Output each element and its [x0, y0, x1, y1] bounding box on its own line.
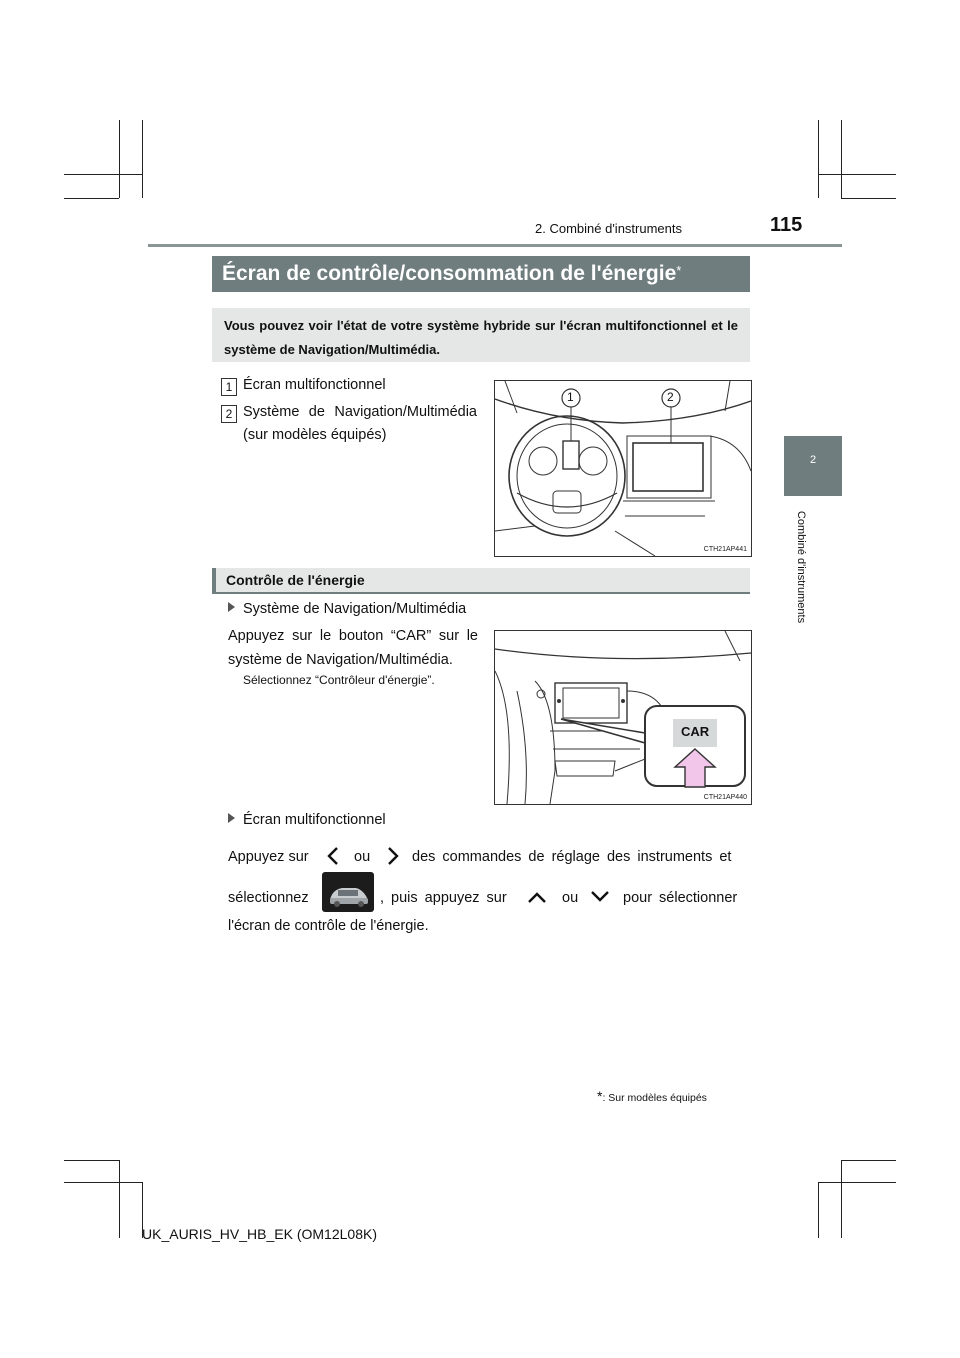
figure-code: CTH21AP440 [703, 794, 747, 801]
footnote [597, 1088, 707, 1104]
section-title-text: Écran de contrôle/consommation de l'énergie [222, 262, 677, 285]
subsection-title: Contrôle de l'énergie [212, 568, 750, 594]
intro-box: Vous pouvez voir l'état de votre système hybride sur l'écran multifonctionnel et le système de Navigation/Multimédia. [212, 308, 750, 362]
callout-1: 1 [567, 390, 574, 404]
crop-mark [64, 174, 142, 175]
crop-mark [119, 1160, 120, 1238]
chapter-header: 2. Combiné d'instruments [535, 221, 682, 236]
crop-mark [64, 1182, 142, 1183]
asterisk-marker: * [676, 263, 682, 278]
crop-mark [818, 120, 819, 198]
chapter-tab-label: Combiné d'instruments [795, 510, 807, 624]
bullet-nav-text: Système de Navigation/Multimédia [243, 601, 467, 617]
item-number-badge: 2 [221, 405, 237, 423]
callout-2: 2 [667, 390, 674, 404]
crop-mark [142, 120, 143, 198]
instruction-text: ou [354, 849, 371, 865]
crop-mark [841, 198, 896, 199]
crop-mark [841, 120, 842, 198]
bullet-multi-text: Écran multifonctionnel [243, 812, 386, 828]
bullet-nav [228, 601, 466, 617]
chevron-left-icon [326, 846, 340, 866]
section-title [212, 256, 750, 292]
bullet-triangle-icon [228, 813, 235, 823]
dashboard-figure [494, 380, 752, 557]
instruction-text: des commandes de réglage des instruments et [412, 849, 732, 865]
item-number-badge: 1 [221, 378, 237, 396]
header-rule [148, 244, 842, 247]
instruction-text: Appuyez sur [228, 849, 309, 865]
instruction-text: ou [562, 890, 579, 906]
chapter-tab-number: 2 [809, 454, 817, 466]
crop-mark [818, 1182, 819, 1238]
item-text: Système de Navigation/Multimédia (sur modèles équipés) [243, 404, 477, 443]
instruction-text: pour sélectionner [623, 890, 738, 906]
chapter-tab [784, 436, 842, 496]
crop-mark [841, 1160, 896, 1161]
nav-instruction: Appuyez sur le bouton “CAR” sur le système de Navigation/Multimédia. [228, 628, 478, 668]
instruction-text: l'écran de contrôle de l'énergie. [228, 918, 429, 934]
dashboard-illustration [495, 381, 751, 556]
car-button-label: CAR [681, 724, 710, 739]
item-text: Écran multifonctionnel [243, 377, 386, 393]
document-code: UK_AURIS_HV_HB_EK (OM12L08K) [142, 1226, 377, 1242]
chevron-down-icon [590, 889, 610, 903]
car-settings-icon [322, 872, 374, 912]
car-button-illustration [495, 631, 751, 804]
crop-mark [64, 1160, 119, 1161]
chevron-right-icon [386, 846, 400, 866]
instruction-text: , puis appuyez sur [380, 890, 507, 906]
chevron-up-icon [527, 891, 547, 905]
car-button-figure [494, 630, 752, 805]
footnote-asterisk: * [597, 1088, 603, 1104]
instruction-text: sélectionnez [228, 890, 309, 906]
bullet-triangle-icon [228, 602, 235, 612]
crop-mark [818, 174, 896, 175]
crop-mark [841, 1160, 842, 1238]
footnote-text: : Sur modèles équipés [602, 1092, 707, 1104]
bullet-multi [228, 812, 386, 828]
page-number: 115 [770, 214, 803, 236]
nav-note: Sélectionnez “Contrôleur d'énergie”. [243, 673, 435, 687]
figure-code: CTH21AP441 [703, 546, 747, 553]
crop-mark [64, 198, 119, 199]
crop-mark [119, 120, 120, 198]
crop-mark [818, 1182, 896, 1183]
